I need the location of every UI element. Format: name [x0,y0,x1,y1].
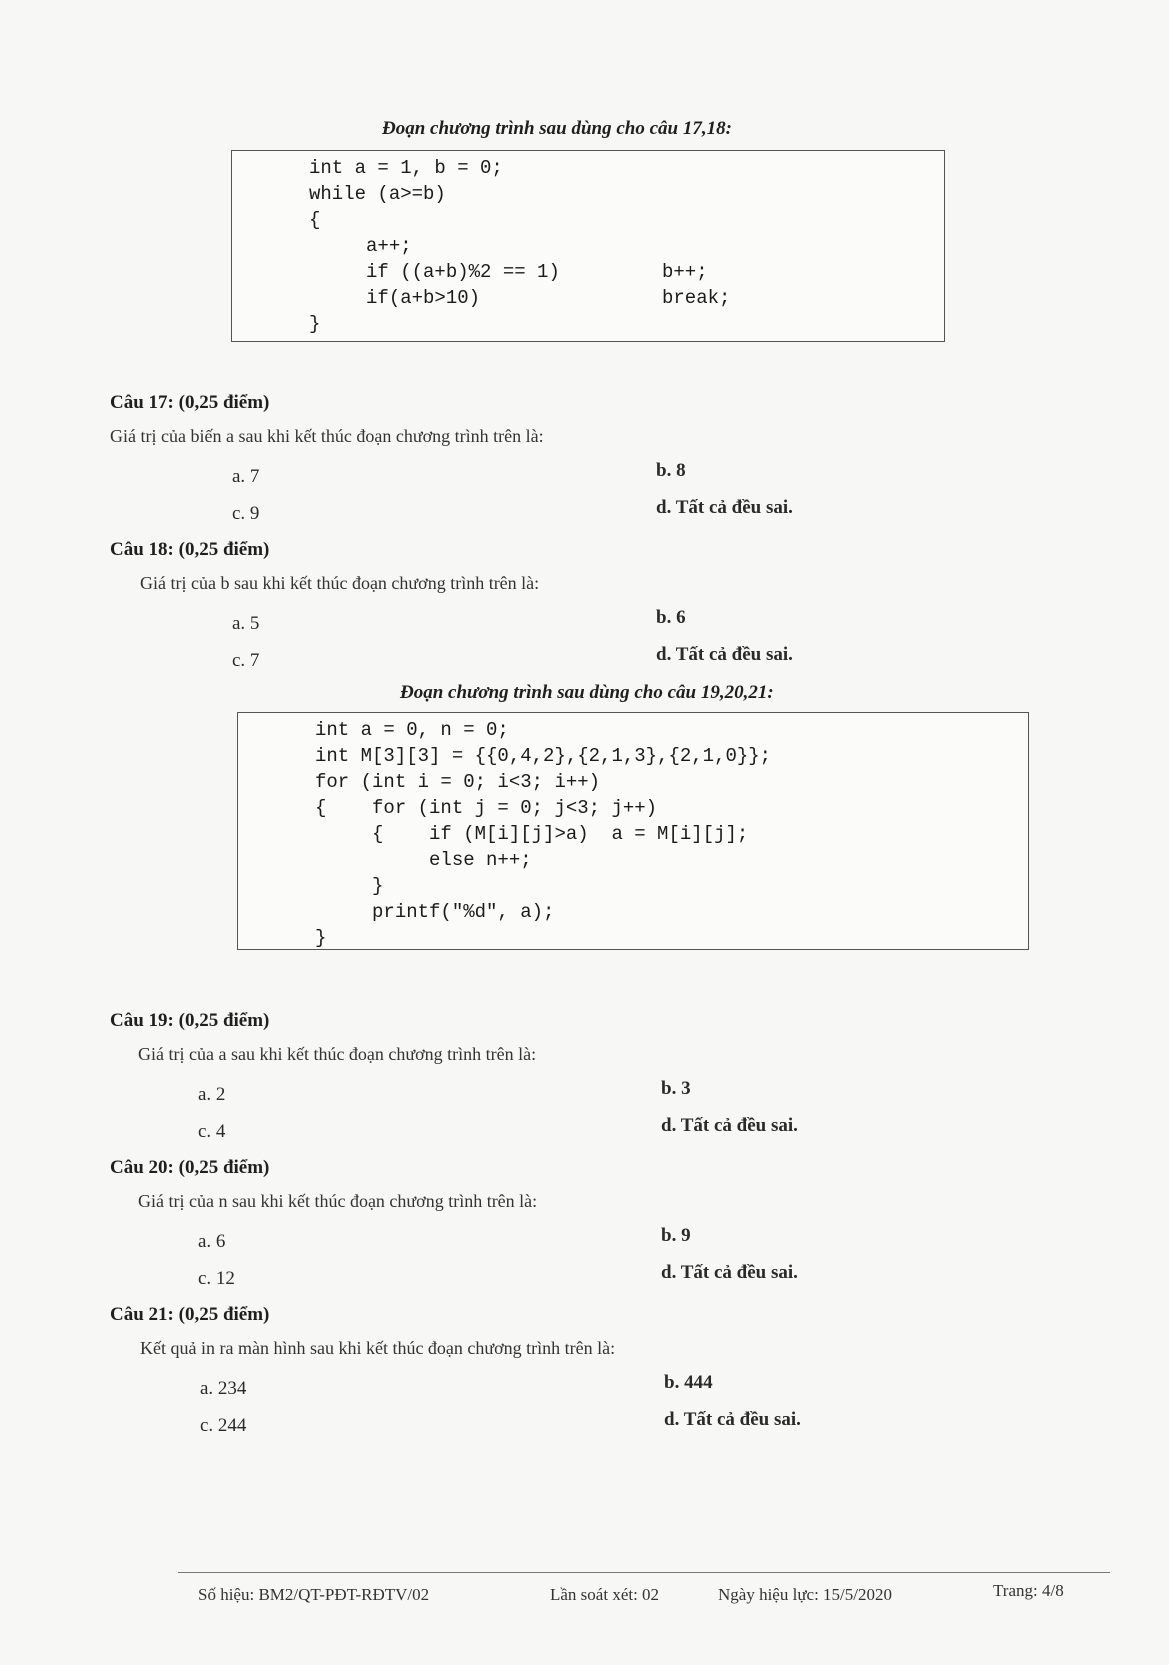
footer-effective-date: Ngày hiệu lực: 15/5/2020 [718,1585,892,1604]
question-19-option-d: d. Tất cả đều sai. [661,1115,798,1136]
code-line: printf("%d", a); [315,901,555,923]
question-20-option-d: d. Tất cả đều sai. [661,1262,798,1283]
code-line-side: b++; [662,261,708,283]
question-19-title: Câu 19: (0,25 điểm) [110,1010,270,1031]
code-block-1 [231,150,945,342]
question-20-option-b: b. 9 [661,1225,691,1246]
code-line: { if (M[i][j]>a) a = M[i][j]; [315,823,749,845]
code-line-side: break; [662,287,731,309]
question-19-option-b: b. 3 [661,1078,691,1099]
question-17-option-a: a. 7 [232,466,260,487]
question-20-option-c: c. 12 [198,1268,235,1289]
question-17-title: Câu 17: (0,25 điểm) [110,392,270,413]
code-block-2-caption: Đoạn chương trình sau dùng cho câu 19,20,21: [400,682,774,703]
question-18-option-c: c. 7 [232,650,260,671]
question-18-option-b: b. 6 [656,607,686,628]
question-18-text: Giá trị của b sau khi kết thúc đoạn chương trình trên là: [140,573,540,593]
code-line: } [309,313,321,335]
question-20-title: Câu 20: (0,25 điểm) [110,1157,270,1178]
question-17-text: Giá trị của biến a sau khi kết thúc đoạn chương trình trên là: [110,426,544,446]
question-19-option-a: a. 2 [198,1084,226,1105]
question-21-option-d: d. Tất cả đều sai. [664,1409,801,1430]
code-block-2 [237,712,1029,950]
question-20-text: Giá trị của n sau khi kết thúc đoạn chương trình trên là: [138,1191,538,1211]
footer-divider [178,1572,1110,1573]
code-line: a++; [309,235,412,257]
footer-revision: Lần soát xét: 02 [550,1585,660,1604]
code-line: if(a+b>10) [309,287,481,309]
question-21-option-b: b. 444 [664,1372,713,1393]
question-17-option-b: b. 8 [656,460,686,481]
question-19-option-c: c. 4 [198,1121,226,1142]
question-19-text: Giá trị của a sau khi kết thúc đoạn chương trình trên là: [138,1044,537,1064]
question-21-option-a: a. 234 [200,1378,247,1399]
code-line: } [315,927,327,949]
question-18-title: Câu 18: (0,25 điểm) [110,539,270,560]
code-line: if ((a+b)%2 == 1) [309,261,560,283]
footer-document-code: Số hiệu: BM2/QT-PĐT-RĐTV/02 [198,1585,430,1604]
code-line: int M[3][3] = {{0,4,2},{2,1,3},{2,1,0}}; [315,745,772,767]
code-line: } [315,875,384,897]
code-line: for (int i = 0; i<3; i++) [315,771,601,793]
code-line: int a = 1, b = 0; [309,157,503,179]
code-line: else n++; [315,849,532,871]
code-line: { [309,209,321,231]
question-21-title: Câu 21: (0,25 điểm) [110,1304,270,1325]
question-21-text: Kết quả in ra màn hình sau khi kết thúc đoạn chương trình trên là: [140,1338,616,1358]
question-17-option-d: d. Tất cả đều sai. [656,497,793,518]
question-18-option-a: a. 5 [232,613,260,634]
question-21-option-c: c. 244 [200,1415,247,1436]
code-block-1-caption: Đoạn chương trình sau dùng cho câu 17,18: [382,118,732,139]
code-line: int a = 0, n = 0; [315,719,509,741]
question-20-option-a: a. 6 [198,1231,226,1252]
question-17-option-c: c. 9 [232,503,260,524]
footer-page-number: Trang: 4/8 [993,1581,1064,1600]
code-line: while (a>=b) [309,183,446,205]
question-18-option-d: d. Tất cả đều sai. [656,644,793,665]
code-line: { for (int j = 0; j<3; j++) [315,797,658,819]
